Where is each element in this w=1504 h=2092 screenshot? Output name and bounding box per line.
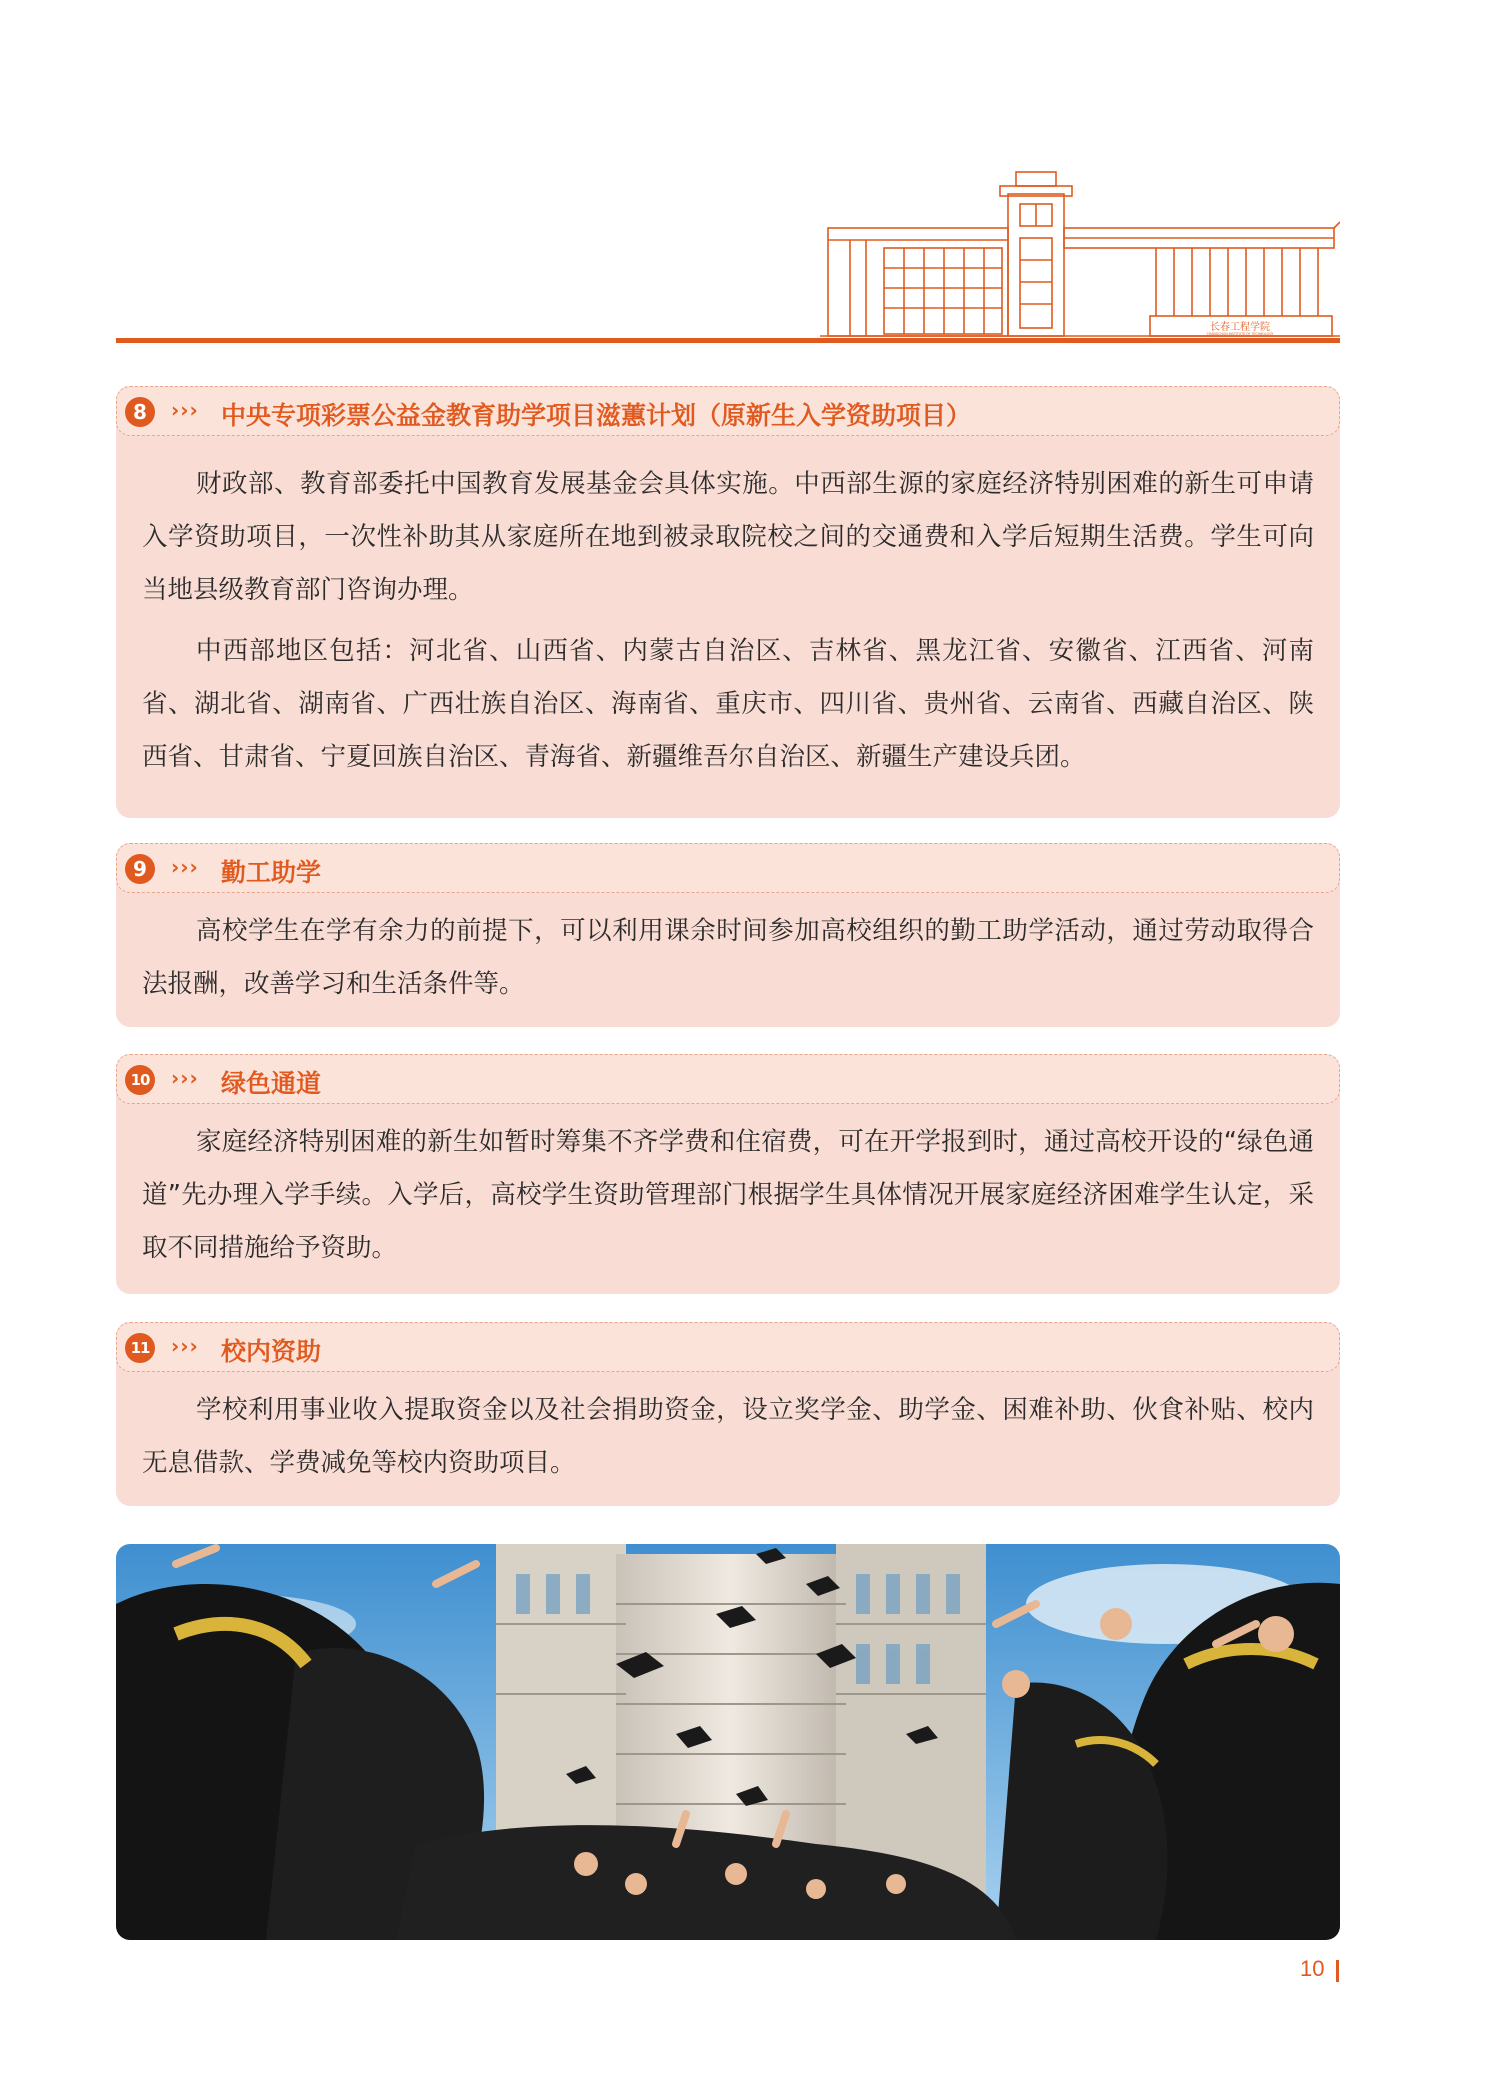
section-title: 绿色通道 [221,1069,322,1098]
graduation-photo [116,1544,1340,1940]
section-header [116,843,1340,893]
section-number-badge: 11 [125,1333,155,1363]
paragraph: 中西部地区包括：河北省、山西省、内蒙古自治区、吉林省、黑龙江省、安徽省、江西省、河南省、湖北省、湖南省、广西壮族自治区、海南省、重庆市、四川省、贵州省、云南省、西藏自治区、陕西省、甘肃省、宁夏回族自治区、青海省、新疆维吾尔自治区、新疆生产建设兵团。 [142,636,1314,772]
section-11 [116,1322,1340,1506]
section-body [142,1384,1314,1498]
paragraph: 家庭经济特别困难的新生如暂时筹集不齐学费和住宿费，可在开学报到时，通过高校开设的“绿色通道”先办理入学手续。入学后，高校学生资助管理部门根据学生具体情况开展家庭经济困难学生认定，采取不同措施给予资助。 [142,1127,1314,1263]
gate-sign-text: 长春工程学院 [1210,322,1270,333]
section-header [116,1054,1340,1104]
section-header [116,386,1340,436]
section-body [142,1116,1314,1283]
gate-sign-subtext: CHANGCHUN INSTITUTE OF TECHNOLOGY [1206,332,1274,336]
page-number-bar [1336,1960,1339,1982]
campus-gate-illustration [820,168,1340,340]
section-10 [116,1054,1340,1294]
page-number: 10 [1300,1956,1325,1981]
chevrons-icon: ››› [171,855,199,879]
chevrons-icon: ››› [171,1066,199,1090]
section-number-badge: 10 [125,1065,155,1095]
chevrons-icon: ››› [171,1334,199,1358]
paragraph: 财政部、教育部委托中国教育发展基金会具体实施。中西部生源的家庭经济特别困难的新生可申请入学资助项目，一次性补助其从家庭所在地到被录取院校之间的交通费和入学后短期生活费。学生可向当地县级教育部门咨询办理。 [142,469,1314,605]
section-body [142,458,1314,792]
section-number-badge: 8 [125,397,155,427]
section-title: 勤工助学 [221,858,322,887]
section-8 [116,386,1340,818]
section-title: 中央专项彩票公益金教育助学项目滋蕙计划（原新生入学资助项目） [221,401,972,430]
section-number-badge: 9 [125,854,155,884]
graduation-scene-image [116,1544,1340,1940]
paragraph: 学校利用事业收入提取资金以及社会捐助资金，设立奖学金、助学金、困难补助、伙食补贴、校内无息借款、学费减免等校内资助项目。 [142,1395,1314,1478]
chevrons-icon: ››› [171,398,199,422]
header-divider [116,338,1340,343]
section-9 [116,843,1340,1027]
section-body [142,905,1314,1019]
paragraph: 高校学生在学有余力的前提下，可以利用课余时间参加高校组织的勤工助学活动，通过劳动取得合法报酬，改善学习和生活条件等。 [142,916,1314,999]
section-title: 校内资助 [221,1337,322,1366]
section-header [116,1322,1340,1372]
